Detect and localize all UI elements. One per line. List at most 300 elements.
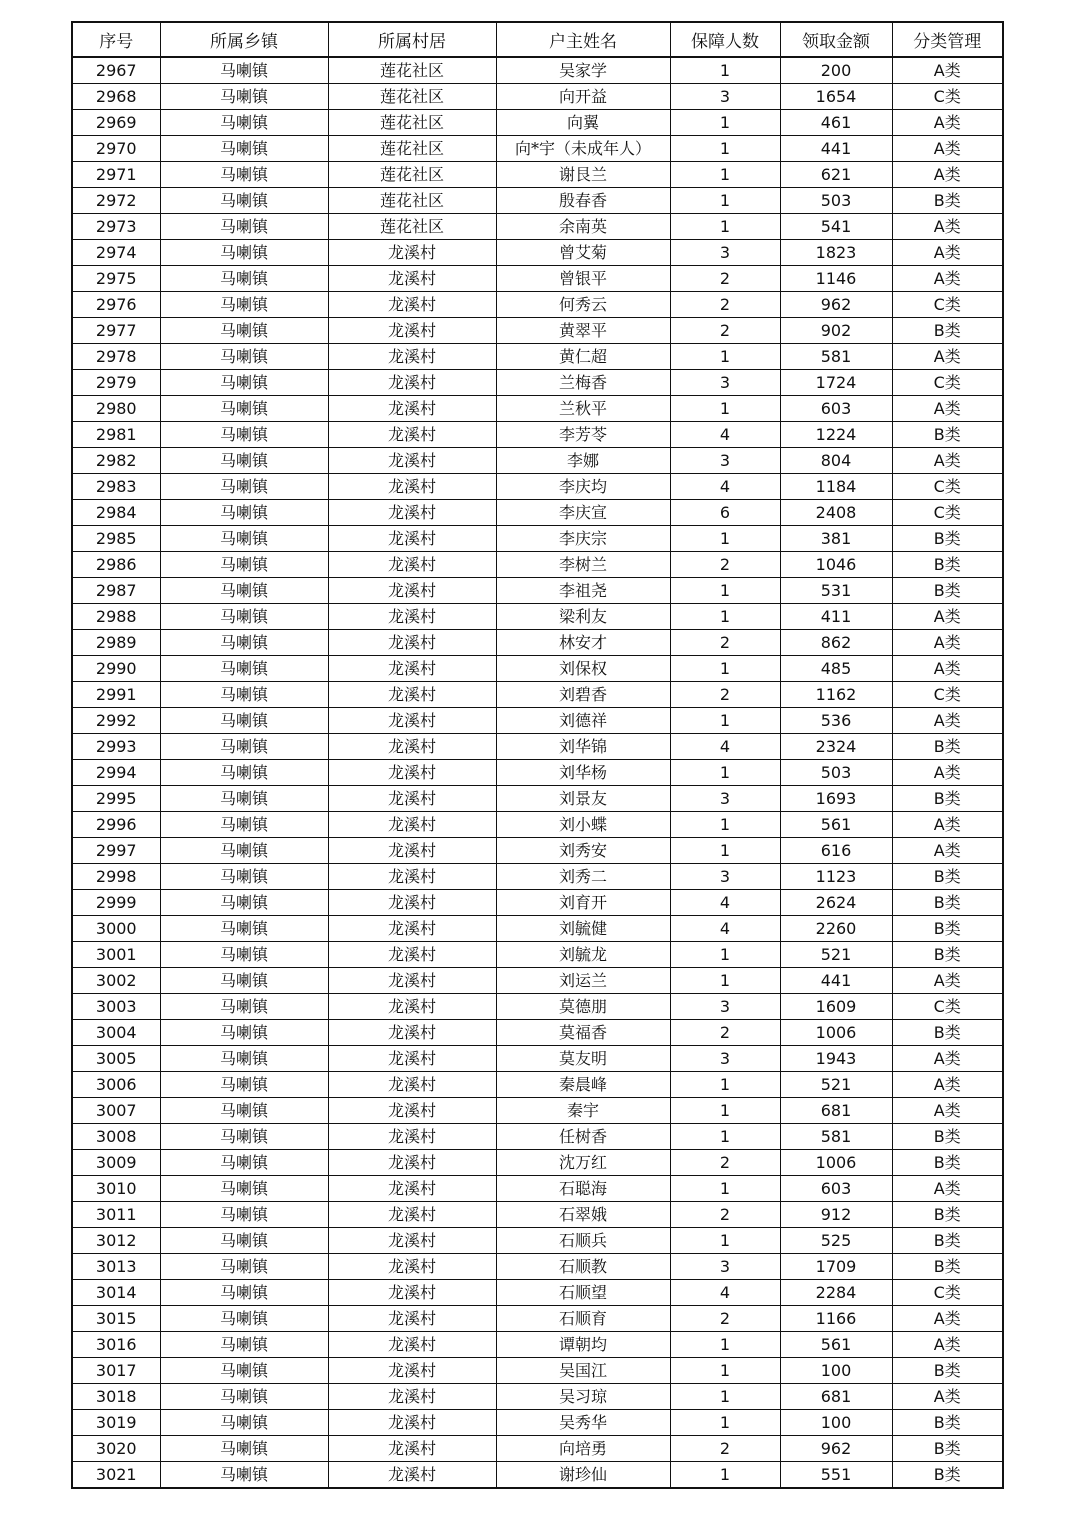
township-cell: 马喇镇 <box>160 422 328 448</box>
table-row <box>72 682 1003 708</box>
household-head-cell: 向翼 <box>496 110 670 136</box>
amount-cell: 1184 <box>780 474 892 500</box>
serial-number-cell: 3004 <box>72 1020 160 1046</box>
table-row <box>72 1020 1003 1046</box>
category-cell: A类 <box>892 838 1003 864</box>
household-head-cell: 兰梅香 <box>496 370 670 396</box>
serial-number-cell: 3000 <box>72 916 160 942</box>
township-cell: 马喇镇 <box>160 266 328 292</box>
village-cell: 龙溪村 <box>328 1228 496 1254</box>
category-cell: A类 <box>892 448 1003 474</box>
village-cell: 龙溪村 <box>328 292 496 318</box>
village-cell: 龙溪村 <box>328 474 496 500</box>
amount-cell: 1693 <box>780 786 892 812</box>
serial-number-cell: 3020 <box>72 1436 160 1462</box>
household-head-cell: 秦宇 <box>496 1098 670 1124</box>
table-row <box>72 1098 1003 1124</box>
household-head-cell: 李芳苓 <box>496 422 670 448</box>
table-row <box>72 760 1003 786</box>
household-head-cell: 何秀云 <box>496 292 670 318</box>
amount-cell: 2260 <box>780 916 892 942</box>
township-cell: 马喇镇 <box>160 1384 328 1410</box>
category-cell: B类 <box>892 942 1003 968</box>
village-cell: 龙溪村 <box>328 942 496 968</box>
household-head-cell: 李祖尧 <box>496 578 670 604</box>
household-head-cell: 谢珍仙 <box>496 1462 670 1489</box>
household-head-cell: 莫友明 <box>496 1046 670 1072</box>
serial-number-cell: 3016 <box>72 1332 160 1358</box>
township-cell: 马喇镇 <box>160 1332 328 1358</box>
household-head-cell: 秦晨峰 <box>496 1072 670 1098</box>
category-cell: A类 <box>892 1098 1003 1124</box>
serial-number-cell: 2968 <box>72 84 160 110</box>
serial-number-cell: 2986 <box>72 552 160 578</box>
household-head-cell: 吴国江 <box>496 1358 670 1384</box>
amount-cell: 2624 <box>780 890 892 916</box>
amount-cell: 1823 <box>780 240 892 266</box>
table-row <box>72 526 1003 552</box>
table-row <box>72 994 1003 1020</box>
household-head-cell: 刘德祥 <box>496 708 670 734</box>
serial-number-cell: 3005 <box>72 1046 160 1072</box>
table-row <box>72 422 1003 448</box>
category-cell: B类 <box>892 188 1003 214</box>
table-row <box>72 1228 1003 1254</box>
table-row <box>72 786 1003 812</box>
header-township: 所属乡镇 <box>160 22 328 57</box>
township-cell: 马喇镇 <box>160 474 328 500</box>
people-covered-cell: 1 <box>670 968 780 994</box>
household-head-cell: 黄仁超 <box>496 344 670 370</box>
table-row <box>72 1072 1003 1098</box>
township-cell: 马喇镇 <box>160 1228 328 1254</box>
household-head-cell: 吴秀华 <box>496 1410 670 1436</box>
category-cell: A类 <box>892 266 1003 292</box>
people-covered-cell: 1 <box>670 656 780 682</box>
category-cell: B类 <box>892 1358 1003 1384</box>
table-row <box>72 1176 1003 1202</box>
amount-cell: 525 <box>780 1228 892 1254</box>
household-head-cell: 李树兰 <box>496 552 670 578</box>
household-head-cell: 刘秀安 <box>496 838 670 864</box>
amount-cell: 603 <box>780 1176 892 1202</box>
household-head-cell: 刘碧香 <box>496 682 670 708</box>
people-covered-cell: 3 <box>670 864 780 890</box>
village-cell: 龙溪村 <box>328 1150 496 1176</box>
serial-number-cell: 2972 <box>72 188 160 214</box>
people-covered-cell: 2 <box>670 318 780 344</box>
township-cell: 马喇镇 <box>160 864 328 890</box>
serial-number-cell: 2976 <box>72 292 160 318</box>
category-cell: A类 <box>892 708 1003 734</box>
category-cell: B类 <box>892 1020 1003 1046</box>
household-head-cell: 吴家学 <box>496 57 670 84</box>
village-cell: 龙溪村 <box>328 604 496 630</box>
township-cell: 马喇镇 <box>160 682 328 708</box>
township-cell: 马喇镇 <box>160 1150 328 1176</box>
household-head-cell: 梁利友 <box>496 604 670 630</box>
table-row <box>72 214 1003 240</box>
people-covered-cell: 2 <box>670 552 780 578</box>
village-cell: 莲花社区 <box>328 214 496 240</box>
category-cell: A类 <box>892 1332 1003 1358</box>
amount-cell: 503 <box>780 760 892 786</box>
amount-cell: 521 <box>780 1072 892 1098</box>
village-cell: 龙溪村 <box>328 1332 496 1358</box>
township-cell: 马喇镇 <box>160 1124 328 1150</box>
category-cell: A类 <box>892 604 1003 630</box>
category-cell: C类 <box>892 474 1003 500</box>
table-header <box>72 22 1003 57</box>
table-row <box>72 1358 1003 1384</box>
table-row <box>72 240 1003 266</box>
household-head-cell: 黄翠平 <box>496 318 670 344</box>
amount-cell: 1609 <box>780 994 892 1020</box>
amount-cell: 561 <box>780 812 892 838</box>
people-covered-cell: 3 <box>670 370 780 396</box>
township-cell: 马喇镇 <box>160 240 328 266</box>
category-cell: B类 <box>892 552 1003 578</box>
village-cell: 龙溪村 <box>328 916 496 942</box>
people-covered-cell: 3 <box>670 1046 780 1072</box>
category-cell: A类 <box>892 656 1003 682</box>
household-head-cell: 曾艾菊 <box>496 240 670 266</box>
township-cell: 马喇镇 <box>160 708 328 734</box>
category-cell: B类 <box>892 578 1003 604</box>
serial-number-cell: 2998 <box>72 864 160 890</box>
household-head-cell: 刘保权 <box>496 656 670 682</box>
category-cell: B类 <box>892 1462 1003 1489</box>
household-head-cell: 莫福香 <box>496 1020 670 1046</box>
amount-cell: 441 <box>780 968 892 994</box>
people-covered-cell: 2 <box>670 1150 780 1176</box>
table-row <box>72 1306 1003 1332</box>
people-covered-cell: 1 <box>670 110 780 136</box>
serial-number-cell: 2993 <box>72 734 160 760</box>
people-covered-cell: 3 <box>670 786 780 812</box>
serial-number-cell: 2979 <box>72 370 160 396</box>
people-covered-cell: 1 <box>670 1462 780 1489</box>
table-row <box>72 734 1003 760</box>
serial-number-cell: 3002 <box>72 968 160 994</box>
category-cell: B类 <box>892 422 1003 448</box>
township-cell: 马喇镇 <box>160 942 328 968</box>
serial-number-cell: 3011 <box>72 1202 160 1228</box>
people-covered-cell: 1 <box>670 214 780 240</box>
serial-number-cell: 2977 <box>72 318 160 344</box>
people-covered-cell: 1 <box>670 136 780 162</box>
village-cell: 龙溪村 <box>328 1306 496 1332</box>
category-cell: A类 <box>892 1072 1003 1098</box>
category-cell: C类 <box>892 84 1003 110</box>
serial-number-cell: 3015 <box>72 1306 160 1332</box>
header-village: 所属村居 <box>328 22 496 57</box>
household-head-cell: 刘景友 <box>496 786 670 812</box>
village-cell: 龙溪村 <box>328 760 496 786</box>
category-cell: B类 <box>892 916 1003 942</box>
serial-number-cell: 2992 <box>72 708 160 734</box>
serial-number-cell: 2991 <box>72 682 160 708</box>
village-cell: 龙溪村 <box>328 890 496 916</box>
village-cell: 龙溪村 <box>328 448 496 474</box>
amount-cell: 200 <box>780 57 892 84</box>
village-cell: 龙溪村 <box>328 1462 496 1489</box>
table-row <box>72 1332 1003 1358</box>
table-row <box>72 1462 1003 1489</box>
serial-number-cell: 2984 <box>72 500 160 526</box>
serial-number-cell: 2983 <box>72 474 160 500</box>
household-head-cell: 向开益 <box>496 84 670 110</box>
amount-cell: 551 <box>780 1462 892 1489</box>
amount-cell: 541 <box>780 214 892 240</box>
serial-number-cell: 2999 <box>72 890 160 916</box>
serial-number-cell: 3007 <box>72 1098 160 1124</box>
township-cell: 马喇镇 <box>160 344 328 370</box>
amount-cell: 581 <box>780 1124 892 1150</box>
people-covered-cell: 3 <box>670 1254 780 1280</box>
household-head-cell: 刘毓龙 <box>496 942 670 968</box>
household-head-cell: 石聪海 <box>496 1176 670 1202</box>
people-covered-cell: 4 <box>670 734 780 760</box>
serial-number-cell: 3014 <box>72 1280 160 1306</box>
header-people-covered: 保障人数 <box>670 22 780 57</box>
township-cell: 马喇镇 <box>160 318 328 344</box>
village-cell: 龙溪村 <box>328 1410 496 1436</box>
people-covered-cell: 1 <box>670 1124 780 1150</box>
household-head-cell: 石顺兵 <box>496 1228 670 1254</box>
header-category: 分类管理 <box>892 22 1003 57</box>
village-cell: 龙溪村 <box>328 656 496 682</box>
table-row <box>72 1046 1003 1072</box>
people-covered-cell: 1 <box>670 1072 780 1098</box>
serial-number-cell: 2974 <box>72 240 160 266</box>
village-cell: 龙溪村 <box>328 240 496 266</box>
amount-cell: 536 <box>780 708 892 734</box>
household-head-cell: 谢艮兰 <box>496 162 670 188</box>
people-covered-cell: 2 <box>670 266 780 292</box>
people-covered-cell: 4 <box>670 890 780 916</box>
people-covered-cell: 1 <box>670 1098 780 1124</box>
serial-number-cell: 3001 <box>72 942 160 968</box>
township-cell: 马喇镇 <box>160 916 328 942</box>
township-cell: 马喇镇 <box>160 552 328 578</box>
table-row <box>72 656 1003 682</box>
township-cell: 马喇镇 <box>160 396 328 422</box>
table-row <box>72 1410 1003 1436</box>
amount-cell: 681 <box>780 1098 892 1124</box>
amount-cell: 1123 <box>780 864 892 890</box>
household-head-cell: 刘小蝶 <box>496 812 670 838</box>
household-head-cell: 林安才 <box>496 630 670 656</box>
household-head-cell: 石顺望 <box>496 1280 670 1306</box>
table-row <box>72 708 1003 734</box>
village-cell: 龙溪村 <box>328 1176 496 1202</box>
amount-cell: 1709 <box>780 1254 892 1280</box>
township-cell: 马喇镇 <box>160 1280 328 1306</box>
amount-cell: 962 <box>780 292 892 318</box>
amount-cell: 862 <box>780 630 892 656</box>
household-head-cell: 曾银平 <box>496 266 670 292</box>
village-cell: 龙溪村 <box>328 396 496 422</box>
table-row <box>72 110 1003 136</box>
serial-number-cell: 2971 <box>72 162 160 188</box>
serial-number-cell: 2975 <box>72 266 160 292</box>
serial-number-cell: 2969 <box>72 110 160 136</box>
people-covered-cell: 1 <box>670 188 780 214</box>
table-row <box>72 318 1003 344</box>
people-covered-cell: 2 <box>670 630 780 656</box>
township-cell: 马喇镇 <box>160 1436 328 1462</box>
amount-cell: 1724 <box>780 370 892 396</box>
village-cell: 龙溪村 <box>328 1124 496 1150</box>
table-row <box>72 1436 1003 1462</box>
township-cell: 马喇镇 <box>160 1176 328 1202</box>
table-row <box>72 57 1003 84</box>
people-covered-cell: 3 <box>670 448 780 474</box>
amount-cell: 1046 <box>780 552 892 578</box>
village-cell: 龙溪村 <box>328 708 496 734</box>
household-head-cell: 向培勇 <box>496 1436 670 1462</box>
amount-cell: 1943 <box>780 1046 892 1072</box>
category-cell: A类 <box>892 214 1003 240</box>
household-head-cell: 刘秀二 <box>496 864 670 890</box>
village-cell: 龙溪村 <box>328 526 496 552</box>
table-body <box>72 57 1003 1488</box>
serial-number-cell: 3019 <box>72 1410 160 1436</box>
serial-number-cell: 2981 <box>72 422 160 448</box>
household-head-cell: 李庆宗 <box>496 526 670 552</box>
amount-cell: 503 <box>780 188 892 214</box>
township-cell: 马喇镇 <box>160 84 328 110</box>
category-cell: B类 <box>892 1254 1003 1280</box>
township-cell: 马喇镇 <box>160 1358 328 1384</box>
serial-number-cell: 3018 <box>72 1384 160 1410</box>
people-covered-cell: 4 <box>670 916 780 942</box>
serial-number-cell: 2980 <box>72 396 160 422</box>
amount-cell: 461 <box>780 110 892 136</box>
township-cell: 马喇镇 <box>160 812 328 838</box>
amount-cell: 100 <box>780 1410 892 1436</box>
table-row <box>72 1124 1003 1150</box>
village-cell: 莲花社区 <box>328 84 496 110</box>
table-row <box>72 448 1003 474</box>
amount-cell: 1006 <box>780 1020 892 1046</box>
table-row <box>72 188 1003 214</box>
category-cell: A类 <box>892 1046 1003 1072</box>
serial-number-cell: 2994 <box>72 760 160 786</box>
amount-cell: 2284 <box>780 1280 892 1306</box>
table-row <box>72 968 1003 994</box>
village-cell: 龙溪村 <box>328 630 496 656</box>
township-cell: 马喇镇 <box>160 994 328 1020</box>
table-row <box>72 942 1003 968</box>
table-row <box>72 370 1003 396</box>
table-row <box>72 162 1003 188</box>
table-row <box>72 916 1003 942</box>
township-cell: 马喇镇 <box>160 526 328 552</box>
village-cell: 莲花社区 <box>328 162 496 188</box>
table-row <box>72 838 1003 864</box>
village-cell: 龙溪村 <box>328 1436 496 1462</box>
category-cell: B类 <box>892 1410 1003 1436</box>
serial-number-cell: 2990 <box>72 656 160 682</box>
village-cell: 龙溪村 <box>328 552 496 578</box>
serial-number-cell: 3013 <box>72 1254 160 1280</box>
people-covered-cell: 4 <box>670 422 780 448</box>
table-row <box>72 344 1003 370</box>
people-covered-cell: 1 <box>670 1358 780 1384</box>
household-head-cell: 李庆均 <box>496 474 670 500</box>
township-cell: 马喇镇 <box>160 1202 328 1228</box>
township-cell: 马喇镇 <box>160 578 328 604</box>
village-cell: 龙溪村 <box>328 370 496 396</box>
category-cell: A类 <box>892 630 1003 656</box>
table-row <box>72 552 1003 578</box>
people-covered-cell: 1 <box>670 760 780 786</box>
amount-cell: 1146 <box>780 266 892 292</box>
people-covered-cell: 1 <box>670 812 780 838</box>
category-cell: C类 <box>892 500 1003 526</box>
township-cell: 马喇镇 <box>160 1462 328 1489</box>
household-head-cell: 李庆宣 <box>496 500 670 526</box>
amount-cell: 616 <box>780 838 892 864</box>
household-head-cell: 石翠娥 <box>496 1202 670 1228</box>
category-cell: A类 <box>892 1176 1003 1202</box>
household-head-cell: 谭朝均 <box>496 1332 670 1358</box>
village-cell: 龙溪村 <box>328 1202 496 1228</box>
people-covered-cell: 1 <box>670 1228 780 1254</box>
amount-cell: 681 <box>780 1384 892 1410</box>
people-covered-cell: 1 <box>670 57 780 84</box>
household-head-cell: 向*宇（未成年人） <box>496 136 670 162</box>
serial-number-cell: 3003 <box>72 994 160 1020</box>
table-row <box>72 266 1003 292</box>
category-cell: A类 <box>892 162 1003 188</box>
category-cell: B类 <box>892 1124 1003 1150</box>
amount-cell: 912 <box>780 1202 892 1228</box>
table-row <box>72 84 1003 110</box>
township-cell: 马喇镇 <box>160 136 328 162</box>
people-covered-cell: 1 <box>670 1332 780 1358</box>
people-covered-cell: 3 <box>670 994 780 1020</box>
category-cell: B类 <box>892 1228 1003 1254</box>
category-cell: A类 <box>892 396 1003 422</box>
township-cell: 马喇镇 <box>160 1020 328 1046</box>
amount-cell: 603 <box>780 396 892 422</box>
people-covered-cell: 1 <box>670 396 780 422</box>
amount-cell: 381 <box>780 526 892 552</box>
village-cell: 龙溪村 <box>328 422 496 448</box>
amount-cell: 962 <box>780 1436 892 1462</box>
amount-cell: 411 <box>780 604 892 630</box>
people-covered-cell: 3 <box>670 84 780 110</box>
serial-number-cell: 2995 <box>72 786 160 812</box>
amount-cell: 521 <box>780 942 892 968</box>
village-cell: 龙溪村 <box>328 786 496 812</box>
people-covered-cell: 1 <box>670 344 780 370</box>
township-cell: 马喇镇 <box>160 1072 328 1098</box>
township-cell: 马喇镇 <box>160 1410 328 1436</box>
people-covered-cell: 1 <box>670 526 780 552</box>
people-covered-cell: 1 <box>670 604 780 630</box>
village-cell: 龙溪村 <box>328 266 496 292</box>
amount-cell: 581 <box>780 344 892 370</box>
village-cell: 龙溪村 <box>328 734 496 760</box>
header-serial-number: 序号 <box>72 22 160 57</box>
amount-cell: 561 <box>780 1332 892 1358</box>
township-cell: 马喇镇 <box>160 500 328 526</box>
table-row <box>72 1254 1003 1280</box>
